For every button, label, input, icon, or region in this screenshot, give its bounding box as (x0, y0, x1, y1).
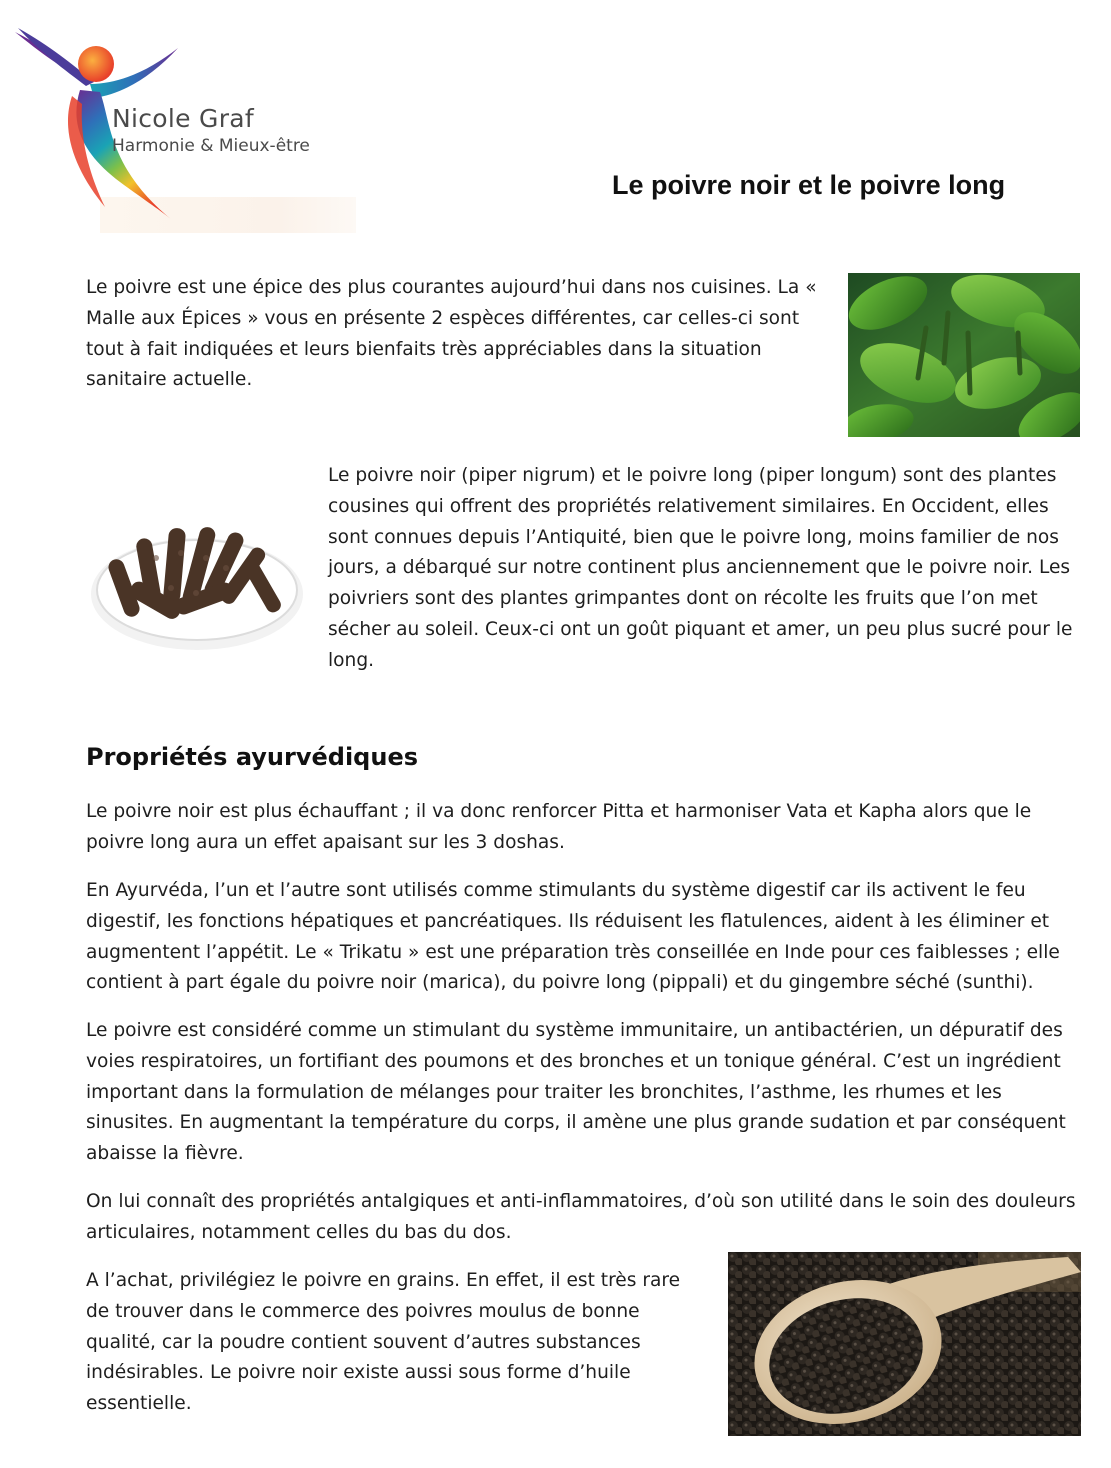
logo-name: Nicole Graf (112, 104, 255, 133)
document-title: Le poivre noir et le poivre long (612, 170, 1006, 200)
ayurveda-paragraph-4: On lui connaît des propriétés antalgiques et anti-inflammatoires, d’où son utilité dans le soin des douleurs articulaires, notamment celles du bas du dos. (86, 1191, 1076, 1243)
logo (10, 12, 350, 224)
long-pepper-plate-image (86, 498, 308, 660)
ayurveda-paragraph-5: A l’achat, privilégiez le poivre en grains. En effet, il est très rare de trouver dans le commerce des poivres moulus de bonne qualité, car la poudre contient souvent d’autres substances indésirables. Le poivre noir existe aussi sous forme d’huile essentielle. (86, 1270, 681, 1415)
ayurveda-paragraph-1: Le poivre noir est plus échauffant ; il va donc renforcer Pitta et harmoniser Vata et Kapha alors que le poivre long aura un effet apaisant sur les 3 doshas. (86, 801, 1032, 853)
logo-tagline: Harmonie & Mieux-être (112, 136, 310, 156)
plants-paragraph: Le poivre noir (piper nigrum) et le poivre long (piper longum) sont des plantes cousines qui offrent des propriétés relativement similaires. En Occident, elles sont connues depuis l’Antiquité, bien que le poivre long, moins familier de nos jours, a débarqué sur notre continent plus anciennement que le poivre noir. Les poivriers sont des plantes grimpantes dont on récolte les fruits que l’on met sécher au soleil. Ceux-ci ont un goût piquant et amer, un peu plus sucré pour le long. (328, 465, 1073, 671)
black-peppercorns-spoon-image (728, 1252, 1081, 1436)
intro-paragraph: Le poivre est une épice des plus courantes aujourd’hui dans nos cuisines. La « Malle aux Épices » vous en présente 2 espèces différentes, car celles-ci sont tout à fait indiquées et leurs bienfaits très appréciables dans la situation sanitaire actuelle. (86, 277, 817, 391)
ayurveda-paragraph-2: En Ayurvéda, l’un et l’autre sont utilisés comme stimulants du système digestif car ils activent le feu digestif, les fonctions hépatiques et pancréatiques. Ils réduisent les flatulences, aident à les éliminer et augmentent l’appétit. Le « Trikatu » est une préparation très conseillée en Inde pour ces faiblesses ; elle contient à part égale du poivre noir (marica), du poivre long (pippali) et du gingembre séché (sunthi). (86, 880, 1060, 994)
section-heading: Propriétés ayurvédiques (86, 743, 419, 771)
ayurveda-paragraph-3: Le poivre est considéré comme un stimulant du système immunitaire, un antibactérien, un dépuratif des voies respiratoires, un fortifiant des poumons et des bronches et un tonique général. C’est un ingrédient important dans la formulation de mélanges pour traiter les bronchites, l’asthme, les rhumes et les sinusites. En augmentant la température du corps, il amène une plus grande sudation et par conséquent abaisse la fièvre. (86, 1020, 1066, 1165)
pepper-plant-image (848, 273, 1080, 437)
